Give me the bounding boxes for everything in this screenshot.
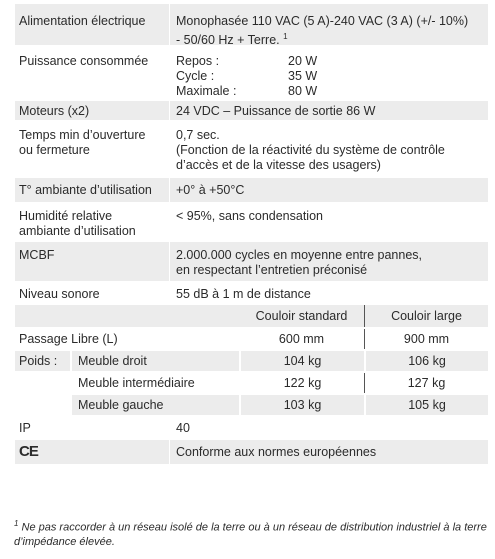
row-moteurs bbox=[15, 101, 488, 122]
label-sonore: Niveau sonore bbox=[19, 287, 100, 301]
footnote-ref: 1 bbox=[283, 32, 288, 41]
footnote-number: 1 bbox=[14, 519, 19, 528]
label-alimentation: Alimentation électrique bbox=[19, 14, 146, 28]
value-moteurs: 24 VDC – Puissance de sortie 86 W bbox=[169, 101, 488, 120]
value-temperature: +0° à +50°C bbox=[169, 178, 488, 202]
puissance-repos: Repos : 20 W bbox=[176, 54, 318, 68]
row-humidite bbox=[15, 204, 488, 242]
passage-standard: 600 mm bbox=[278, 331, 325, 346]
label-ip: IP bbox=[19, 421, 31, 435]
value-ip: 40 bbox=[169, 417, 488, 438]
row-poids-intermediaire bbox=[15, 373, 488, 395]
header-couloir-large: Couloir large bbox=[364, 305, 488, 327]
poids-name: Meuble droit bbox=[70, 351, 239, 371]
value-ce: Conforme aux normes européennes bbox=[169, 440, 488, 464]
specifications-table bbox=[15, 4, 488, 466]
row-sonore bbox=[15, 283, 488, 305]
label-humidite: Humidité relative ambiante d’utilisation bbox=[19, 209, 136, 238]
value-humidite: < 95%, sans condensation bbox=[169, 204, 488, 240]
row-poids-gauche bbox=[15, 395, 488, 417]
ce-mark-icon: CE bbox=[19, 443, 38, 460]
label-poids: Poids : bbox=[19, 353, 58, 368]
value-puissance bbox=[169, 47, 488, 99]
row-poids-droit bbox=[15, 351, 488, 373]
label-moteurs: Moteurs (x2) bbox=[19, 104, 90, 118]
footnote bbox=[14, 517, 488, 549]
row-temps bbox=[15, 122, 488, 178]
value-sonore: 55 dB à 1 m de distance bbox=[169, 283, 488, 303]
row-alimentation bbox=[15, 4, 488, 47]
row-column-headers bbox=[15, 305, 488, 329]
label-puissance: Puissance consommée bbox=[19, 54, 149, 68]
puissance-cycle: Cycle : 35 W bbox=[176, 69, 318, 83]
poids-name: Meuble gauche bbox=[70, 395, 239, 415]
poids-large: 127 kg bbox=[364, 373, 488, 393]
label-temps: Temps min d’ouverture ou fermeture bbox=[19, 128, 146, 157]
label-temperature: T° ambiante d’utilisation bbox=[19, 183, 152, 197]
row-puissance bbox=[15, 47, 488, 101]
poids-large: 106 kg bbox=[364, 351, 488, 371]
poids-standard: 104 kg bbox=[239, 351, 364, 371]
label-passage: Passage Libre (L) bbox=[19, 331, 118, 346]
value-temps: 0,7 sec. (Fonction de la réactivité du système de contrôle d’accès et de la vitesse des usagers) bbox=[169, 122, 488, 176]
poids-name: Meuble intermédiaire bbox=[70, 373, 239, 393]
row-ce bbox=[15, 440, 488, 466]
row-ip bbox=[15, 417, 488, 440]
value-mcbf: 2.000.000 cycles en moyenne entre pannes, en respectant l’entretien préconisé bbox=[169, 242, 488, 281]
label-mcbf: MCBF bbox=[19, 248, 55, 262]
row-temperature bbox=[15, 178, 488, 204]
poids-standard: 103 kg bbox=[239, 395, 364, 415]
row-passage bbox=[15, 329, 488, 351]
header-couloir-standard: Couloir standard bbox=[255, 308, 348, 323]
puissance-maximale: Maximale : 80 W bbox=[176, 84, 318, 98]
footnote-text: Ne pas raccorder à un réseau isolé de la terre ou à un réseau de distribution industriel à la terre d’impédance élevée. bbox=[14, 521, 487, 548]
poids-standard: 122 kg bbox=[239, 373, 364, 393]
row-mcbf bbox=[15, 242, 488, 283]
poids-large: 105 kg bbox=[364, 395, 488, 415]
passage-large: 900 mm bbox=[364, 329, 488, 349]
value-alimentation: Monophasée 110 VAC (5 A)-240 VAC (3 A) (+/- 10%) - 50/60 Hz + Terre. $^1$ bbox=[169, 4, 488, 45]
